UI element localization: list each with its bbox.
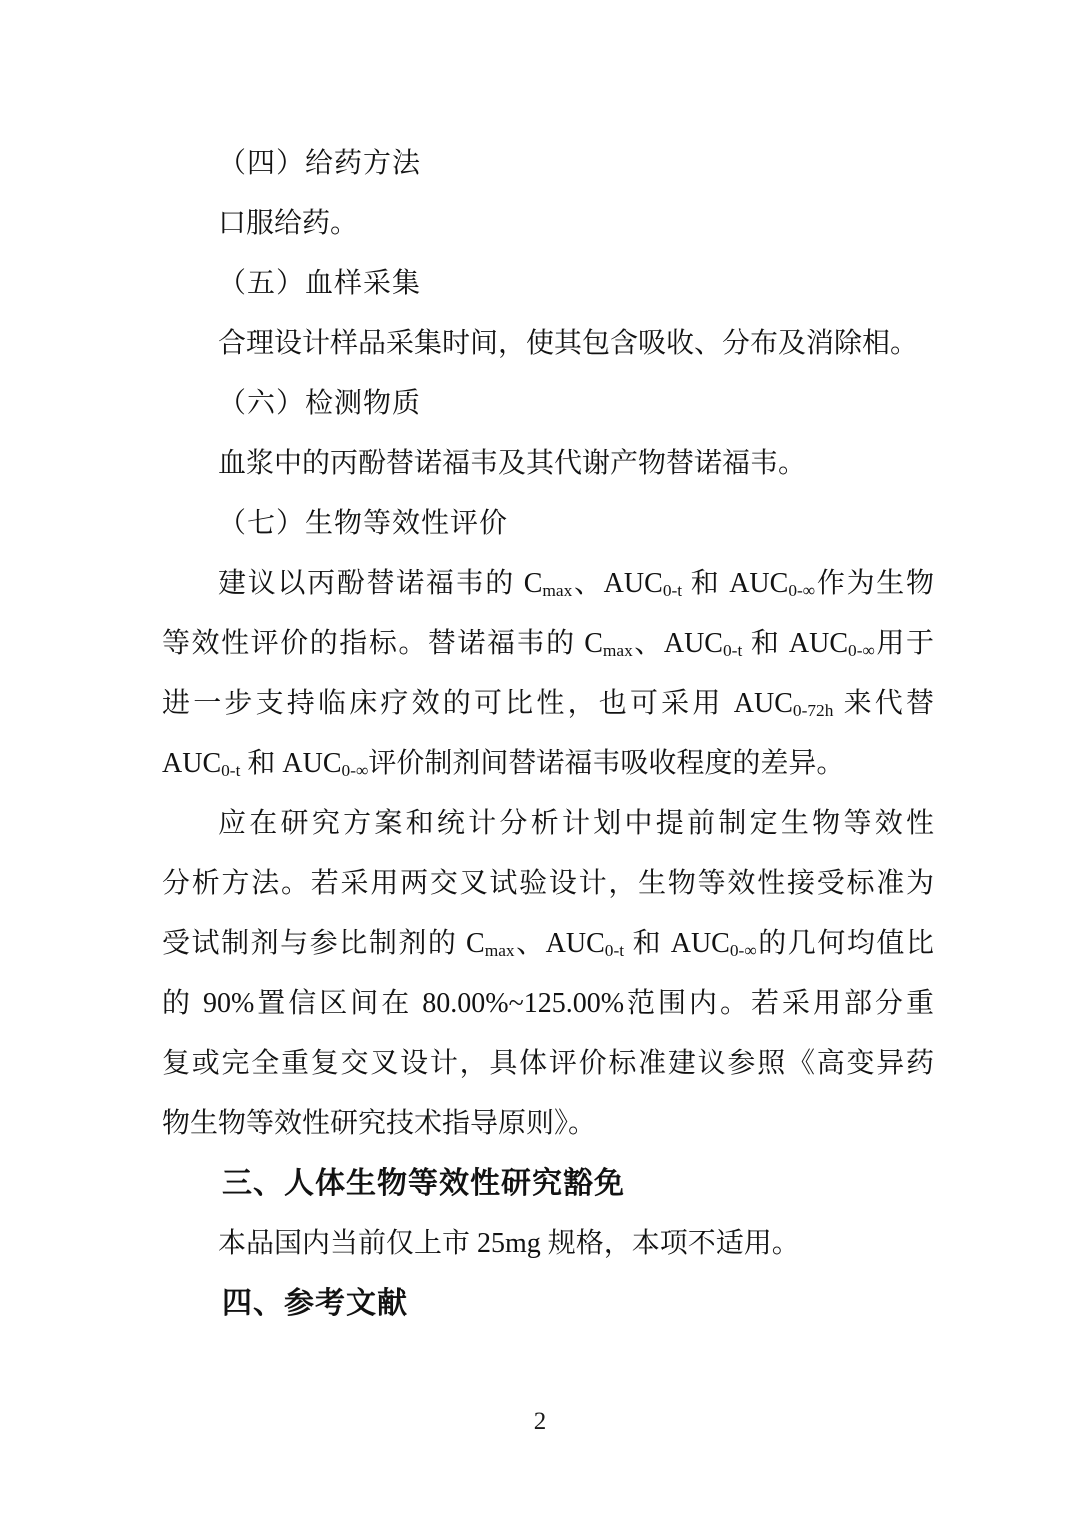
subscript-text: 0-∞: [848, 640, 875, 660]
text-run: 用于: [874, 628, 934, 659]
text-run: 合理设计样品采集时间，使其包含吸收、分布及消除相。: [218, 328, 919, 359]
text-run: 评价制剂间替诺福韦吸收程度的差异。: [368, 748, 845, 779]
text-run: （四）给药方法: [218, 148, 422, 179]
body-line: [162, 1214, 934, 1274]
page-number: 2: [533, 1408, 547, 1435]
text-run: 口服给药。: [218, 208, 359, 239]
body-line: [162, 974, 934, 1034]
section-heading-3: [162, 1154, 934, 1214]
body-line: [162, 314, 934, 374]
subscript-text: 0-t: [662, 580, 683, 600]
subscript-text: 0-t: [722, 640, 743, 660]
subscript-text: 0-72h: [792, 700, 834, 720]
text-run: 等效性评价的指标。替诺福韦的 C: [162, 628, 603, 659]
text-run: 本品国内当前仅上市 25mg 规格，本项不适用。: [218, 1228, 800, 1259]
body-line: [162, 614, 934, 674]
body-line: [162, 674, 934, 734]
body-line: [162, 194, 934, 254]
subscript-text: 0-t: [604, 940, 625, 960]
text-run: 应在研究方案和统计分析计划中提前制定生物等效性: [218, 808, 934, 839]
subsection-heading-5: [162, 254, 934, 314]
subscript-text: max: [602, 640, 633, 660]
text-run: 和 AUC: [682, 568, 789, 599]
subsection-heading-6: [162, 374, 934, 434]
text-run: 受试制剂与参比制剂的 C: [162, 928, 485, 959]
subsection-heading-7: [162, 494, 934, 554]
body-line: [162, 914, 934, 974]
text-run: （七）生物等效性评价: [218, 508, 509, 539]
text-run: 和 AUC: [240, 748, 342, 779]
text-run: 来代替: [833, 688, 934, 719]
text-run: 、AUC: [572, 568, 663, 599]
body-line: [162, 434, 934, 494]
text-run: 、AUC: [632, 628, 723, 659]
text-run: 、AUC: [514, 928, 605, 959]
text-run: 建议以丙酚替诺福韦的 C: [218, 568, 543, 599]
text-run: 复或完全重复交叉设计，具体评价标准建议参照《高变异药: [162, 1048, 934, 1079]
subscript-text: 0-∞: [788, 580, 816, 600]
text-run: （五）血样采集: [218, 268, 422, 299]
body-line: [162, 554, 934, 614]
text-run: 血浆中的丙酚替诺福韦及其代谢产物替诺福韦。: [218, 448, 807, 479]
body-line: [162, 1034, 934, 1094]
text-run: 四、参考文献: [222, 1287, 408, 1320]
body-line: [162, 794, 934, 854]
section-heading-4: [162, 1274, 934, 1334]
text-run: 作为生物: [815, 568, 934, 599]
text-run: 的 90%置信区间在 80.00%~125.00%范围内。若采用部分重: [162, 988, 934, 1019]
text-run: 和 AUC: [624, 928, 730, 959]
text-run: 分析方法。若采用两交叉试验设计，生物等效性接受标准为: [162, 868, 934, 899]
text-run: 的几何均值比: [756, 928, 934, 959]
subscript-text: 0-∞: [729, 940, 757, 960]
text-run: 三、人体生物等效性研究豁免: [222, 1167, 625, 1200]
text-run: （六）检测物质: [218, 388, 422, 419]
subscript-text: 0-t: [221, 760, 241, 780]
subscript-text: max: [484, 940, 515, 960]
body-line: [162, 734, 934, 794]
subscript-text: max: [542, 580, 573, 600]
body-line: [162, 854, 934, 914]
text-run: 进一步支持临床疗效的可比性，也可采用 AUC: [162, 688, 793, 719]
text-run: 物生物等效性研究技术指导原则》。: [162, 1108, 597, 1139]
subsection-heading-4: [162, 134, 934, 194]
document-body: [162, 134, 934, 1334]
subscript-text: 0-∞: [341, 760, 369, 780]
body-line: [162, 1094, 934, 1154]
text-run: AUC: [162, 748, 222, 779]
text-run: 和 AUC: [742, 628, 849, 659]
